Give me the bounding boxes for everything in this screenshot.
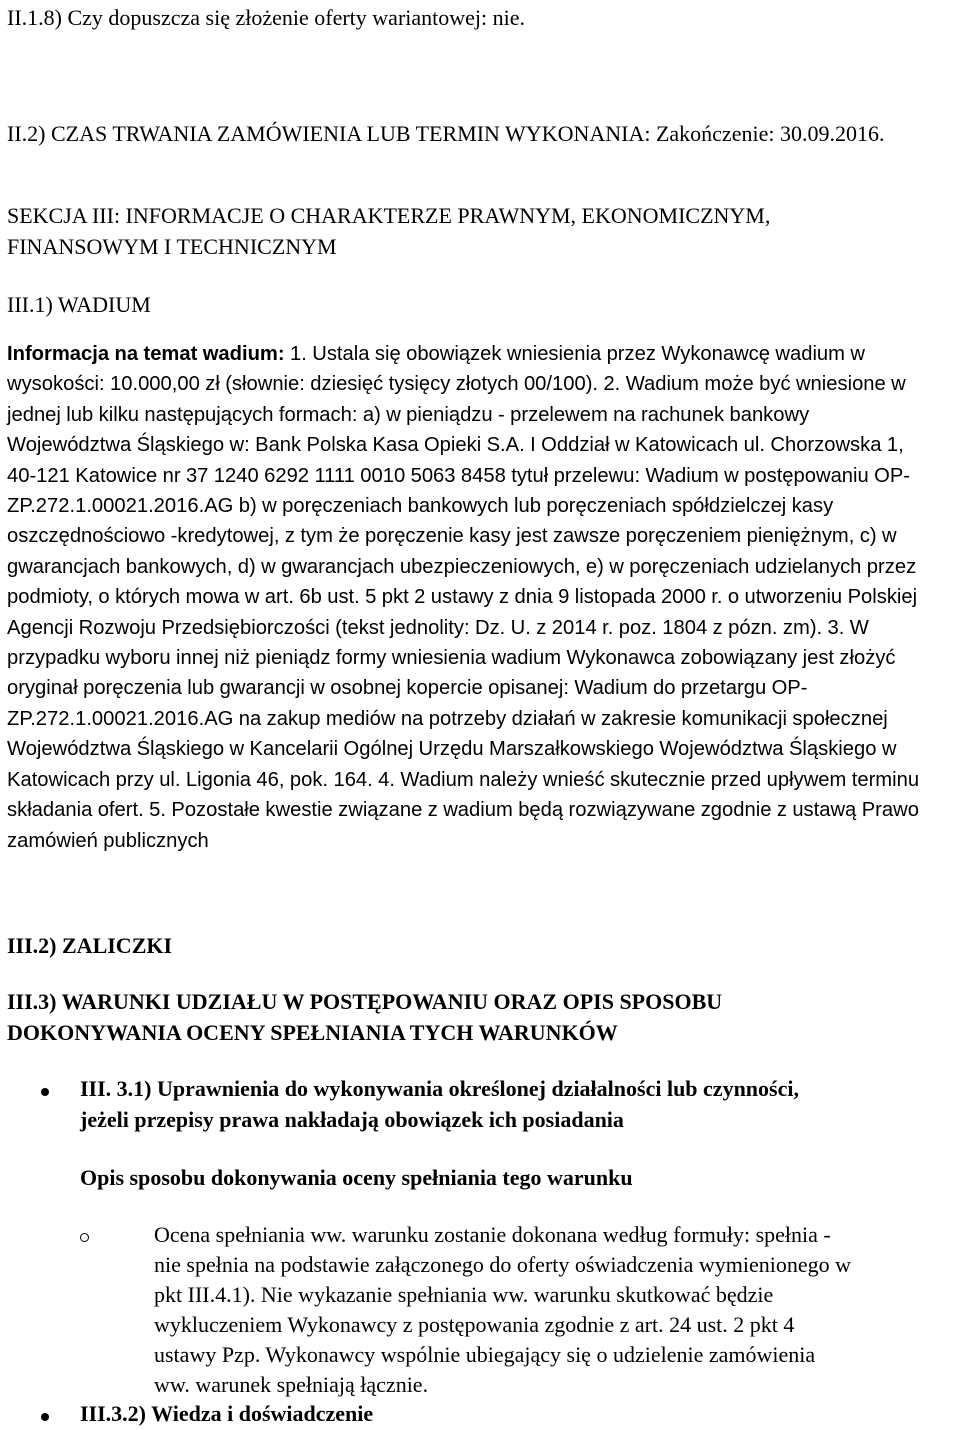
variant-offer-line: II.1.8) Czy dopuszcza się złożenie oferty wariantowej: nie. bbox=[7, 5, 526, 30]
item-3-3-2: III.3.2) Wiedza i doświadczenie bbox=[80, 1401, 374, 1426]
wadium-label: Informacja na temat wadium: bbox=[7, 343, 285, 365]
zaliczki-heading: III.2) ZALICZKI bbox=[7, 933, 173, 958]
section-iii-heading: SEKCJA III: INFORMACJE O CHARAKTERZE PRAWNYM, EKONOMICZNYM, FINANSOWYM I TECHNICZNYM bbox=[7, 203, 771, 259]
wadium-paragraph bbox=[7, 339, 937, 856]
duration-heading: II.2) CZAS TRWANIA ZAMÓWIENIA LUB TERMIN WYKONANIA: bbox=[7, 121, 651, 146]
bullet-icon bbox=[41, 1088, 49, 1096]
wadium-heading: III.1) WADIUM bbox=[7, 292, 151, 317]
duration-section bbox=[7, 120, 937, 148]
assessment-description: Ocena spełniania ww. warunku zostanie dokonana według formuły: spełnia - nie spełnia na podstawie załączonego do oferty oświadczenia wymienionego w pkt III.4.1). Nie wykazanie spełniania ww. warunku skutkować będzie wykluczeniem Wykonawcy z postępowania zgodnie z art. 24 ust. 2 pkt 4 ustawy Pzp. Wykonawcy wspólnie ubiegający się o udzielenie zamówienia ww. warunek spełniają łącznie. bbox=[154, 1222, 852, 1397]
conditions-heading: III.3) WARUNKI UDZIAŁU W POSTĘPOWANIU ORAZ OPIS SPOSOBU DOKONYWANIA OCENY SPEŁNIANIA TYCH WARUNKÓW bbox=[7, 989, 723, 1045]
wadium-text: 1. Ustala się obowiązek wniesienia przez Wykonawcę wadium w wysokości: 10.000,00 zł (słownie: dziesięć tysięcy złotych 00/100). 2. Wadium może być wniesione w jednej lub kilku następujących formach: a) w pieniądzu - przelewem na rachunek bankowy Województwa Śląskiego w: Bank Polska Kasa Opieki S.A. I Oddział w Katowicach ul. Chorzowska 1, 40-121 Katowice nr 37 1240 6292 1111 0010 5063 8458 tytuł przelewu: Wadium w postępowaniu OP-ZP.272.1.00021.2016.AG b) w poręczeniach bankowych lub poręczeniach spółdzielczej kasy oszczędnościowo -kredytowej, z tym że poręczenie kasy jest zawsze poręczeniem pieniężnym, c) w gwarancjach bankowych, d) w gwarancjach ubezpieczeniowych, e) w poręczeniach udzielanych przez podmioty, o których mowa w art. 6b ust. 5 pkt 2 ustawy z dnia 9 listopada 2000 r. o utworzeniu Polskiej Agencji Rozwoju Przedsiębiorczości (tekst jednolity: Dz. U. z 2014 r. poz. 1804 z pózn. zm). 3. W przypadku wyboru innej niż pieniądz formy wniesienia wadium Wykonawca zobowiązany jest złożyć oryginał poręczenia lub gwarancji w osobnej kopercie opisanej: Wadium do przetargu OP-ZP.272.1.00021.2016.AG na zakup mediów na potrzeby działań w zakresie komunikacji społecznej Województwa Śląskiego w Kancelarii Ogólnej Urzędu Marszałkowskiego Województwa Śląskiego w Katowicach przy ul. Ligonia 46, pok. 164. 4. Wadium należy wnieść skutecznie przed upływem terminu składania ofert. 5. Pozostałe kwestie związane z wadium będą rozwiązywane zgodnie z ustawą Prawo zamówień publicznych bbox=[7, 343, 920, 852]
item-3-3-1: III. 3.1) Uprawnienia do wykonywania określonej działalności lub czynności, jeżeli przepisy prawa nakładają obowiązek ich posiadania bbox=[80, 1076, 799, 1132]
duration-value: Zakończenie: 30.09.2016. bbox=[650, 121, 885, 146]
bullet-icon bbox=[41, 1413, 49, 1421]
assessment-subheading: Opis sposobu dokonywania oceny spełniania tego warunku bbox=[80, 1165, 633, 1190]
circle-bullet-icon bbox=[80, 1233, 89, 1242]
